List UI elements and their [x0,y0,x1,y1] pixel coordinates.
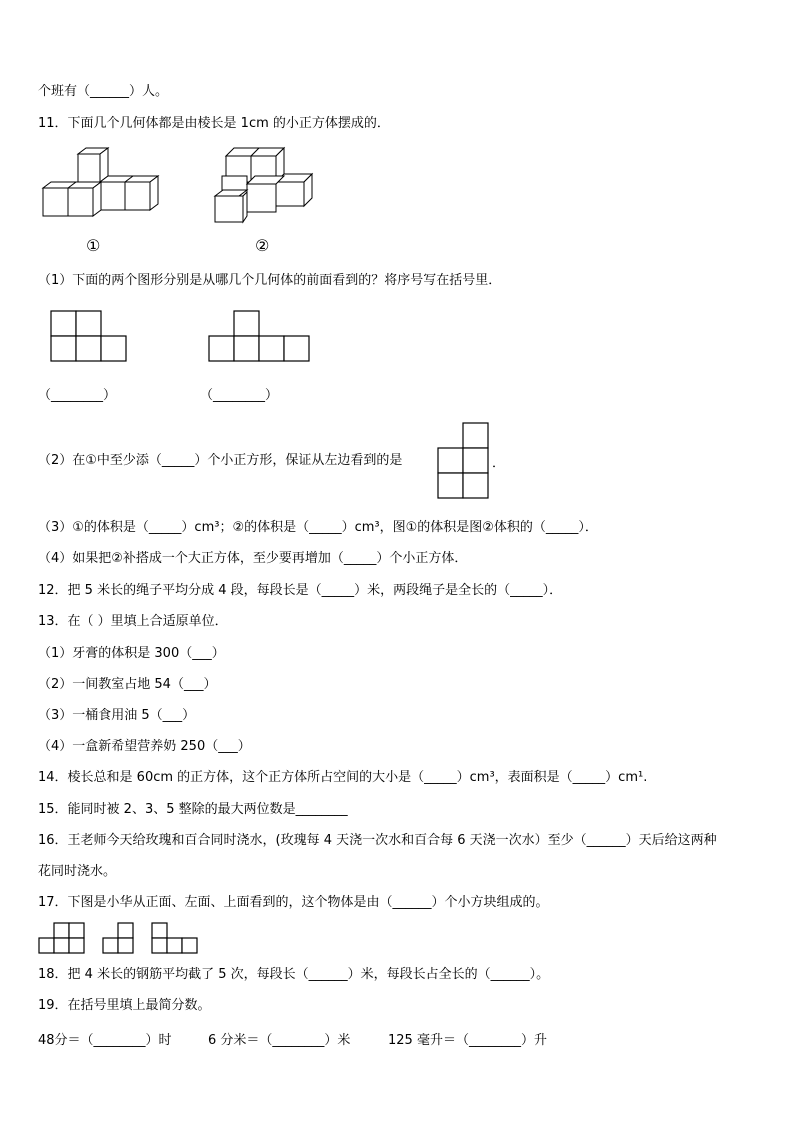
q17-front-view [38,922,88,956]
line-continuation: 个班有（______）人。 [38,84,169,99]
question-11-3: （3）①的体积是（_____）cm³；②的体积是（_____）cm³，图①的体积是图②体积的（_____）． [38,520,598,535]
question-16-line-2: 花同时浇水。 [38,864,117,879]
figure-1-label: ① [86,236,101,255]
question-11-2-end: ． [492,456,506,471]
fig1-left-cubes [43,182,101,216]
question-11: 11．下面几个几何体都是由棱长是 1cm 的小正方体摆成的． [38,116,390,131]
question-11-2: （2）在①中至少添（_____）个小正方形，保证从左边看到的是 [38,453,403,468]
question-12: 12．把 5 米长的绳子平均分成 4 段，每段长是（_____）米，两段绳子是全长的（_____）． [38,583,563,598]
front-view-b [208,310,313,362]
question-19-b: 6 分米＝（________）米 [208,1033,351,1048]
question-16-line-1: 16．王老师今天给玫瑰和百合同时浇水，(玫瑰每 4 天浇一次水和百合每 6 天浇一次水）至少（______）天后给这两种 [38,833,717,848]
question-14: 14．棱长总和是 60cm 的正方体，这个正方体所占空间的大小是（_____）cm³，表面积是（_____）cm¹. [38,770,648,785]
q17-left-view [102,922,136,956]
question-19: 19．在括号里填上最简分数。 [38,998,211,1013]
question-11-4: （4）如果把②补搭成一个大正方体，至少要再增加（_____）个小正方体． [38,551,468,566]
q17-top-view [151,922,201,956]
question-13-2: （2）一间教室占地 54（___） [38,677,217,692]
front-view-a [50,310,130,362]
question-18: 18．把 4 米长的钢筋平均截了 5 次，每段长（______）米，每段长占全长的（______）。 [38,967,550,982]
question-17: 17．下图是小华从正面、左面、上面看到的，这个物体是由（______）个小方块组成的。 [38,895,549,910]
question-19-a: 48分＝（________）时 [38,1033,172,1048]
question-13-4: （4）一盒新希望营养奶 250（___） [38,739,251,754]
answer-blank-a[interactable]: （________） [38,388,117,403]
question-11-1: （1）下面的两个图形分别是从哪几个几何体的前面看到的？将序号写在括号里． [38,273,502,288]
question-13: 13．在（ ）里填上合适原单位． [38,614,228,629]
left-view-shape [437,422,491,500]
fig1-top-cube [78,148,108,182]
question-19-c: 125 毫升＝（________）升 [388,1033,547,1048]
fig1-right-cubes [100,176,158,210]
answer-blank-b[interactable]: （________） [200,388,279,403]
figure-1-cubes [40,146,165,218]
question-13-3: （3）一桶食用油 5（___） [38,708,196,723]
question-13-1: （1）牙膏的体积是 300（___） [38,646,225,661]
figure-2-cubes [212,146,317,224]
question-15: 15．能同时被 2、3、5 整除的最大两位数是________ [38,802,348,817]
figure-2-label: ② [255,236,270,255]
